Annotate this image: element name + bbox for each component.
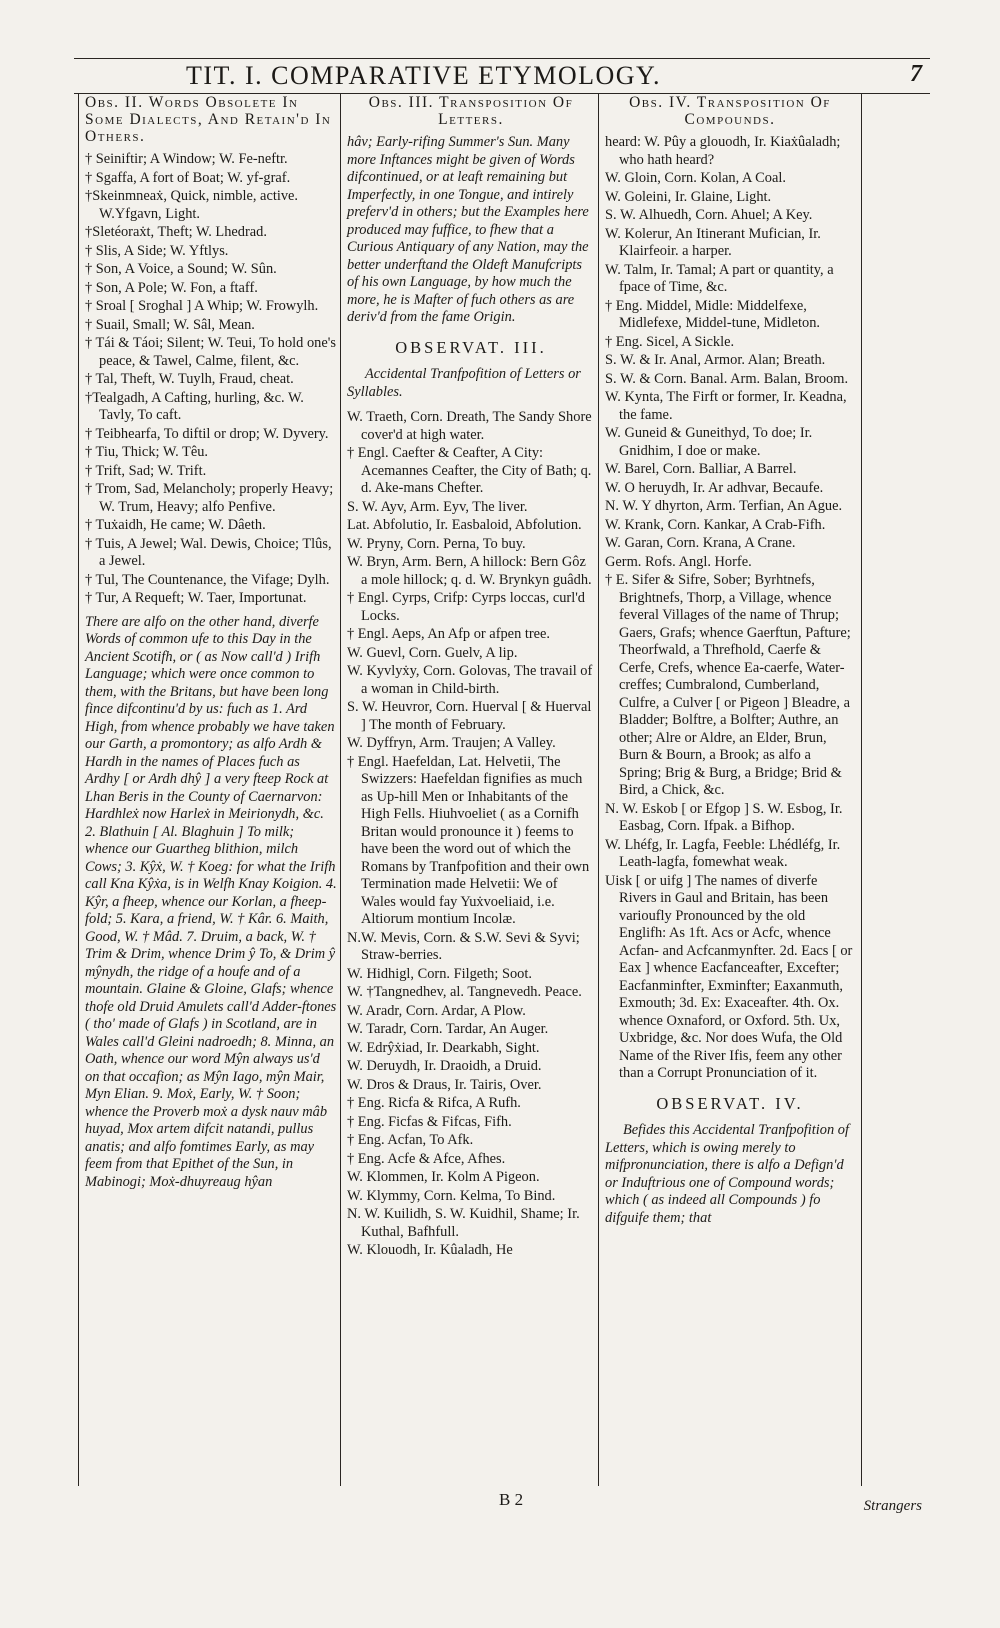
dictionary-entry: W. Hidhigl, Corn. Filgeth; Soot. xyxy=(347,965,532,982)
dictionary-entry: † Engl. Aeps, An Afp or afpen tree. xyxy=(347,626,551,642)
page-number: 7 xyxy=(910,61,922,87)
dictionary-entry: † Tái & Táoi; Silent; W. Teui, To hold one's peace, & Tawel, Calme, filent, &c. xyxy=(85,335,336,369)
dictionary-entry: W. Pryny, Corn. Perna, To buy. xyxy=(347,535,526,552)
column-obs-2 xyxy=(78,94,337,1486)
dictionary-entry: N.W. Mevis, Corn. & S.W. Sevi & Syvi; Straw-berries. xyxy=(347,929,580,963)
dictionary-entry: W. Klouodh, Ir. Kûaladh, He xyxy=(347,1242,513,1258)
dictionary-entry: †Tealgadh, A Cafting, hurling, &c. W. Tavly, To caft. xyxy=(85,389,304,423)
dictionary-entry: W. Kynta, The Firft or former, Ir. Keadna, the fame. xyxy=(605,389,847,423)
column-obs-4 xyxy=(598,94,862,1486)
dictionary-entry: W. Edrŷẋiad, Ir. Dearkabh, Sight. xyxy=(347,1039,540,1056)
entry-list xyxy=(85,151,337,608)
dictionary-entry: W. Talm, Ir. Tamal; A part or quantity, a fpace of Time, &c. xyxy=(605,261,834,295)
dictionary-entry: Lat. Abfolutio, Ir. Easbaloid, Abfolution. xyxy=(347,517,582,533)
dictionary-entry: W. Goleini, Ir. Glaine, Light. xyxy=(605,188,772,205)
dictionary-entry: † Tal, Theft, W. Tuylh, Fraud, cheat. xyxy=(85,371,294,387)
dictionary-entry: † Suail, Small; W. Sâl, Mean. xyxy=(85,316,255,333)
dictionary-entry: W. Taradr, Corn. Tardar, An Auger. xyxy=(347,1021,549,1037)
dictionary-entry: † Sroal [ Sroghal ] A Whip; W. Frowylh. xyxy=(85,298,319,314)
dictionary-entry: W. Krank, Corn. Kankar, A Crab-Fifh. xyxy=(605,516,826,533)
dictionary-entry: † Eng. Sicel, A Sickle. xyxy=(605,333,735,350)
body-paragraph: There are alfo on the other hand, diverfe Words of common ufe to this Day in the Ancient Scotifh, or ( as Now call'd ) Irifh Language; which were once common to them, with the Britans, but have been long fince difcontinu'd by us: fuch as 1. Ard High, from whence probably we have taken our Garth, a promontory; as alfo Ardh & Hardh in the names of Places fuch as Ardhy [ or Ardh dhŷ ] a very fteep Rock at Lhan Beris in the County of Caernarvon: Hardhleẋ now Harleẋ in Meirionydh, &c. 2. Blathuin [ Al. Blaghuin ] To milk; whence our Guartheg blithion, milch Cows; 3. Kŷẋ, W. † Koeg: for what the Irifh call Kna Kŷẋa, is in Welfh Knay Koigion. 4. Kŷr, a fheep, whence our Korlan, a fheep-fold; 5. Kara, a friend, W. † Kâr. 6. Maith, Good, W. † Mâd. 7. Druim, a back, W. † Trim & Drim, whence Drim ŷ To, & Drim ŷ mŷnydh, the ridge of a houfe and of a mountain. Glaine & Gloine, Glafs; whence thofe old Druid Amulets call'd Adder-ftones ( tho' made of Glafs ) in Scotland, are in Wales call'd Gleini nadroedh; 8. Minna, an Oath, whence our word Mŷn always us'd on that occafion; as Mŷn Iago, mŷn Mair, Myn Elian. 9. Moẋ, Early, W. † Soon; whence the Proverb moẋ a dysk nauv mâb huyad, Mox artem difcit natandi, pullus anatis; and alfo fomtimes Early, as may feem from that Epithet of the Sun, in Mabinogi; Moẋ-dhuyreaug hŷan xyxy=(85,613,337,1190)
dictionary-entry: † Eng. Ficfas & Fifcas, Fifh. xyxy=(347,1113,512,1130)
dictionary-entry: S. W. Ayv, Arm. Eyv, The liver. xyxy=(347,498,528,515)
dictionary-entry: † Seiniftir; A Window; W. Fe-neftr. xyxy=(85,151,288,167)
dictionary-entry: † Tul, The Countenance, the Vifage; Dylh. xyxy=(85,571,330,588)
dictionary-entry: W. Kyvlyẋy, Corn. Golovas, The travail of a woman in Child-birth. xyxy=(347,663,593,697)
dictionary-entry: † Son, A Voice, a Sound; W. Sûn. xyxy=(85,261,277,277)
dictionary-entry: N. W. Kuilidh, S. W. Kuidhil, Shame; Ir. Kuthal, Bafhfull. xyxy=(347,1206,580,1240)
dictionary-entry: † Slis, A Side; W. Yftlys. xyxy=(85,242,229,259)
dictionary-entry: Uisk [ or uifg ] The names of diverfe Rivers in Gaul and Britain, has been varioufly Pronounced by the old Englifh: As 1ft. Acs or Acfc, whence Acfan- and Acfcanmynfter. 2d. Eacs [ or Eax ] whence Eacfanceafter, Excefter; Eacfanminfter, Exminfter; Eaxanmuth, Exmouth; 3d. Ex: Exaceafter. 4th. Ox. whence Oxnaford, or Oxford. 5th. Ux, Uxbridge, &c. Nor does Wufa, the Old Name of the River Ifis, feem any other than a Corrupt Pronunciation of it. xyxy=(605,872,853,1081)
column-heading: Obs. III. Transposition Of Letters. xyxy=(368,94,574,128)
book-page xyxy=(74,58,930,1518)
dictionary-entry: W. Klymmy, Corn. Kelma, To Bind. xyxy=(347,1187,556,1204)
lead-paragraph: hâv; Early-rifing Summer's Sun. Many more Inftances might be given of Words difcontinued, or at leaft remaining but Imperfectly, in one Tongue, and intirely preferv'd in others; but the Examples here produced may fuffice, to fhew that a Curious Antiquary of any Nation, may the better underftand the Oldeft Manufcripts of his own Language, by how much the more, he is Mafter of fuch others as are deriv'd from the fame Origin. xyxy=(347,134,589,325)
dictionary-entry: † Tuẋaidh, He came; W. Dâeth. xyxy=(85,517,266,533)
dictionary-entry: W. Klommen, Ir. Kolm A Pigeon. xyxy=(347,1169,540,1185)
dictionary-entry: W. Kolerur, An Itinerant Mufician, Ir. Klairfeoir. a harper. xyxy=(605,225,821,259)
dictionary-entry: † Trift, Sad; W. Trift. xyxy=(85,462,207,479)
dictionary-entry: † Tur, A Requeft; W. Taer, Importunat. xyxy=(85,590,307,606)
text-columns xyxy=(74,94,930,1486)
dictionary-entry: † Tiu, Thick; W. Têu. xyxy=(85,444,209,460)
catchword: Strangers xyxy=(863,1498,922,1514)
section-title: OBSERVAT. IV. xyxy=(656,1093,804,1113)
dictionary-entry: W. †Tangnedhev, al. Tangnevedh. Peace. xyxy=(347,984,582,1000)
dictionary-entry: W. O heruydh, Ir. Ar adhvar, Becaufe. xyxy=(605,479,824,496)
running-header xyxy=(74,58,930,94)
dictionary-entry: † Sgaffa, A fort of Boat; W. yf-graf. xyxy=(85,169,291,186)
dictionary-entry: W. Bryn, Arm. Bern, A hillock: Bern Gôz a mole hillock; q. d. W. Brynkyn guâdh. xyxy=(347,554,592,588)
dictionary-entry: Germ. Rofs. Angl. Horfe. xyxy=(605,553,752,570)
dictionary-entry: † Engl. Cyrps, Crifp: Cyrps loccas, curl'd Locks. xyxy=(347,590,586,624)
column-obs-3 xyxy=(340,94,595,1486)
dictionary-entry: S. W. & Ir. Anal, Armor. Alan; Breath. xyxy=(605,352,826,368)
dictionary-entry: † Eng. Acfan, To Afk. xyxy=(347,1132,474,1148)
dictionary-entry: W. Deruydh, Ir. Draoidh, a Druid. xyxy=(347,1058,542,1074)
dictionary-entry: † Trom, Sad, Melancholy; properly Heavy; W. Trum, Heavy; alfo Penfive. xyxy=(85,481,334,515)
dictionary-entry: W. Garan, Corn. Krana, A Crane. xyxy=(605,535,796,551)
dictionary-entry: †Sletéoraẋt, Theft; W. Lhedrad. xyxy=(85,224,267,240)
section-intro: Befides this Accidental Tranfpofition of Letters, which is owing merely to mifpronunciation, there is alfo a Defign'd or Induftrious one of Compound words; which ( as indeed all Compounds ) fo difguife them; that xyxy=(605,1122,849,1226)
dictionary-entry: † Son, A Pole; W. Fon, a ftaff. xyxy=(85,279,258,296)
column-heading: Obs. IV. Transposition Of Compounds. xyxy=(629,94,831,128)
dictionary-entry: † Engl. Caefter & Ceafter, A City: Acemannes Ceafter, the City of Bath; q. d. Ake-mans Chefter. xyxy=(347,445,592,496)
dictionary-entry: † Tuis, A Jewel; Wal. Dewis, Choice; Tlûs, a Jewel. xyxy=(85,535,332,569)
dictionary-entry: S. W. & Corn. Banal. Arm. Balan, Broom. xyxy=(605,370,849,387)
dictionary-entry: N. W. Eskob [ or Efgop ] S. W. Esbog, Ir. Easbag, Corn. Ifpak. a Bifhop. xyxy=(605,800,843,834)
section-intro: Accidental Tranfpofition of Letters or Syllables. xyxy=(347,366,581,400)
dictionary-entry: † E. Sifer & Sifre, Sober; Byrhtnefs, Brightnefs, Thorp, a Village, whence feveral Villages of the name of Thrup; Gaers, Grafs; whence Gaerftun, Pafture; Theorfwald, a Threfhold, Caerfe & Cerfe, Crefs, whence Ea-caerfe, Water-creffes; Cumbralond, Cumberland, Culfre, a Culver [ or Pigeon ] Bleadre, a Bladder; Bolftre, a Bolfter; Authre, an other; Alre or Aldre, an Elder, Brun, Burn & Bourn, a Brook; as alfo a Spring; Brig & Burg, a Bridge; Brid & Bird, a Chick, &c. xyxy=(605,572,851,798)
dictionary-entry: W. Guneid & Guneithyd, To doe; Ir. Gnidhim, I doe or make. xyxy=(605,425,813,459)
dictionary-entry: N. W. Y dhyrton, Arm. Terfian, An Ague. xyxy=(605,498,843,514)
dictionary-entry: W. Guevl, Corn. Guelv, A lip. xyxy=(347,644,518,661)
dictionary-entry: W. Barel, Corn. Balliar, A Barrel. xyxy=(605,461,797,477)
dictionary-entry: †Skeinmneaẋ, Quick, nimble, active. W.Yfgavn, Light. xyxy=(85,188,299,222)
signature-mark: B 2 xyxy=(499,1490,524,1509)
dictionary-entry: † Eng. Ricfa & Rifca, A Rufh. xyxy=(347,1095,521,1111)
section-title: OBSERVAT. III. xyxy=(395,337,547,357)
dictionary-entry: † Engl. Haefeldan, Lat. Helvetii, The Swizzers: Haefeldan fignifies as much as Up-hill Men or Inhabitants of the High Fells. Hiuhvoeliet ( as a Cornifh Britan would pronounce it ) feems to have been the word out of which the Romans by Tranfpofition and their own Termination made Helvetii: We of Wales would fay Yuẋvoeliaid, i.e. Altiorum montium Incolæ. xyxy=(347,753,590,927)
dictionary-entry: S. W. Alhuedh, Corn. Ahuel; A Key. xyxy=(605,207,813,223)
entry-list xyxy=(347,409,595,1260)
dictionary-entry: W. Dyffryn, Arm. Traujen; A Valley. xyxy=(347,735,556,751)
column-heading: Obs. II. Words Obsolete In Some Dialects, And Retain'd In Others. xyxy=(85,94,332,145)
entry-list xyxy=(605,134,855,1083)
dictionary-entry: heard: W. Pûy a glouodh, Ir. Kiaẋûaladh; who hath heard? xyxy=(605,134,841,168)
dictionary-entry: W. Dros & Draus, Ir. Tairis, Over. xyxy=(347,1076,542,1093)
dictionary-entry: W. Aradr, Corn. Ardar, A Plow. xyxy=(347,1002,526,1019)
page-title: TIT. I. COMPARATIVE ETYMOLOGY. xyxy=(186,61,661,90)
dictionary-entry: † Teibhearfa, To diftil or drop; W. Dyvery. xyxy=(85,425,329,442)
dictionary-entry: W. Traeth, Corn. Dreath, The Sandy Shore cover'd at high water. xyxy=(347,409,592,443)
dictionary-entry: W. Gloin, Corn. Kolan, A Coal. xyxy=(605,170,786,186)
dictionary-entry: S. W. Heuvror, Corn. Huerval [ & Huerval ] The month of February. xyxy=(347,699,592,733)
dictionary-entry: † Eng. Acfe & Afce, Afhes. xyxy=(347,1150,506,1167)
dictionary-entry: W. Lhéfg, Ir. Lagfa, Feeble: Lhédléfg, Ir. Leath-lagfa, fomewhat weak. xyxy=(605,836,841,870)
dictionary-entry: † Eng. Middel, Midle: Middelfexe, Midlefexe, Middel-tune, Midleton. xyxy=(605,297,821,331)
